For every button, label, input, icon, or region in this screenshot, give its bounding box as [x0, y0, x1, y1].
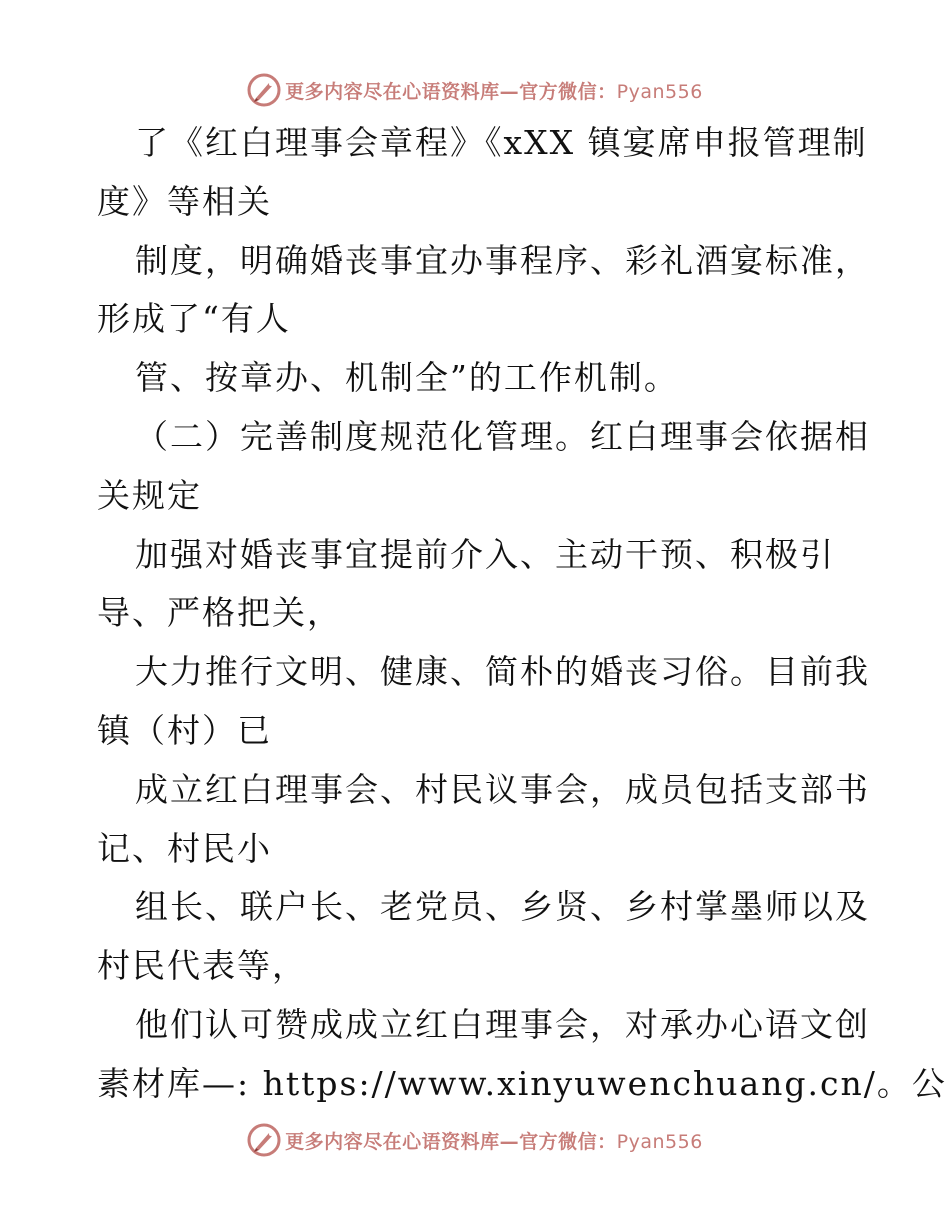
banner-text-cn: 更多内容尽在心语资料库—官方微信： — [285, 80, 617, 103]
header-watermark-banner — [0, 70, 950, 110]
text-line: 加强对婚丧事宜提前介入、主动干预、积极引 — [135, 534, 835, 574]
footer-watermark-banner — [0, 1120, 950, 1160]
text-line: 形成了“有人 — [97, 299, 291, 339]
banner-wechat-id: Pyan556 — [616, 1130, 703, 1153]
text-line: （二）完善制度规范化管理。红白理事会依据相 — [135, 416, 870, 456]
document-body — [97, 114, 947, 1114]
text-line: 他们认可赞成成立红白理事会，对承办心语文创 — [135, 1004, 870, 1044]
text-line: 素材库—: https://www.xinyuwenchuang.cn/。公 — [97, 1063, 947, 1103]
text-line: 管、按章办、机制全”的工作机制。 — [135, 358, 679, 398]
text-line: 导、严格把关， — [97, 593, 342, 633]
text-line: 镇（村）已 — [97, 710, 272, 750]
pen-logo-icon — [247, 1123, 281, 1157]
text-line: 度》等相关 — [97, 181, 272, 221]
text-line: 大力推行文明、健康、简朴的婚丧习俗。目前我 — [135, 652, 870, 692]
banner-text — [285, 1127, 703, 1154]
banner-wechat-id: Pyan556 — [616, 80, 703, 103]
banner-text — [285, 77, 703, 104]
text-line: 记、村民小 — [97, 828, 272, 868]
text-line: 组长、联户长、老党员、乡贤、乡村掌墨师以及 — [135, 887, 870, 927]
text-line: 关规定 — [97, 475, 202, 515]
text-line: 了《红白理事会章程》《xXX 镇宴席申报管理制 — [135, 123, 868, 162]
banner-text-cn: 更多内容尽在心语资料库—官方微信： — [285, 1130, 617, 1153]
text-line: 村民代表等， — [97, 946, 307, 986]
text-line: 制度，明确婚丧事宜办事程序、彩礼酒宴标准， — [135, 240, 870, 280]
pen-logo-icon — [247, 73, 281, 107]
text-line: 成立红白理事会、村民议事会，成员包括支部书 — [135, 769, 870, 809]
